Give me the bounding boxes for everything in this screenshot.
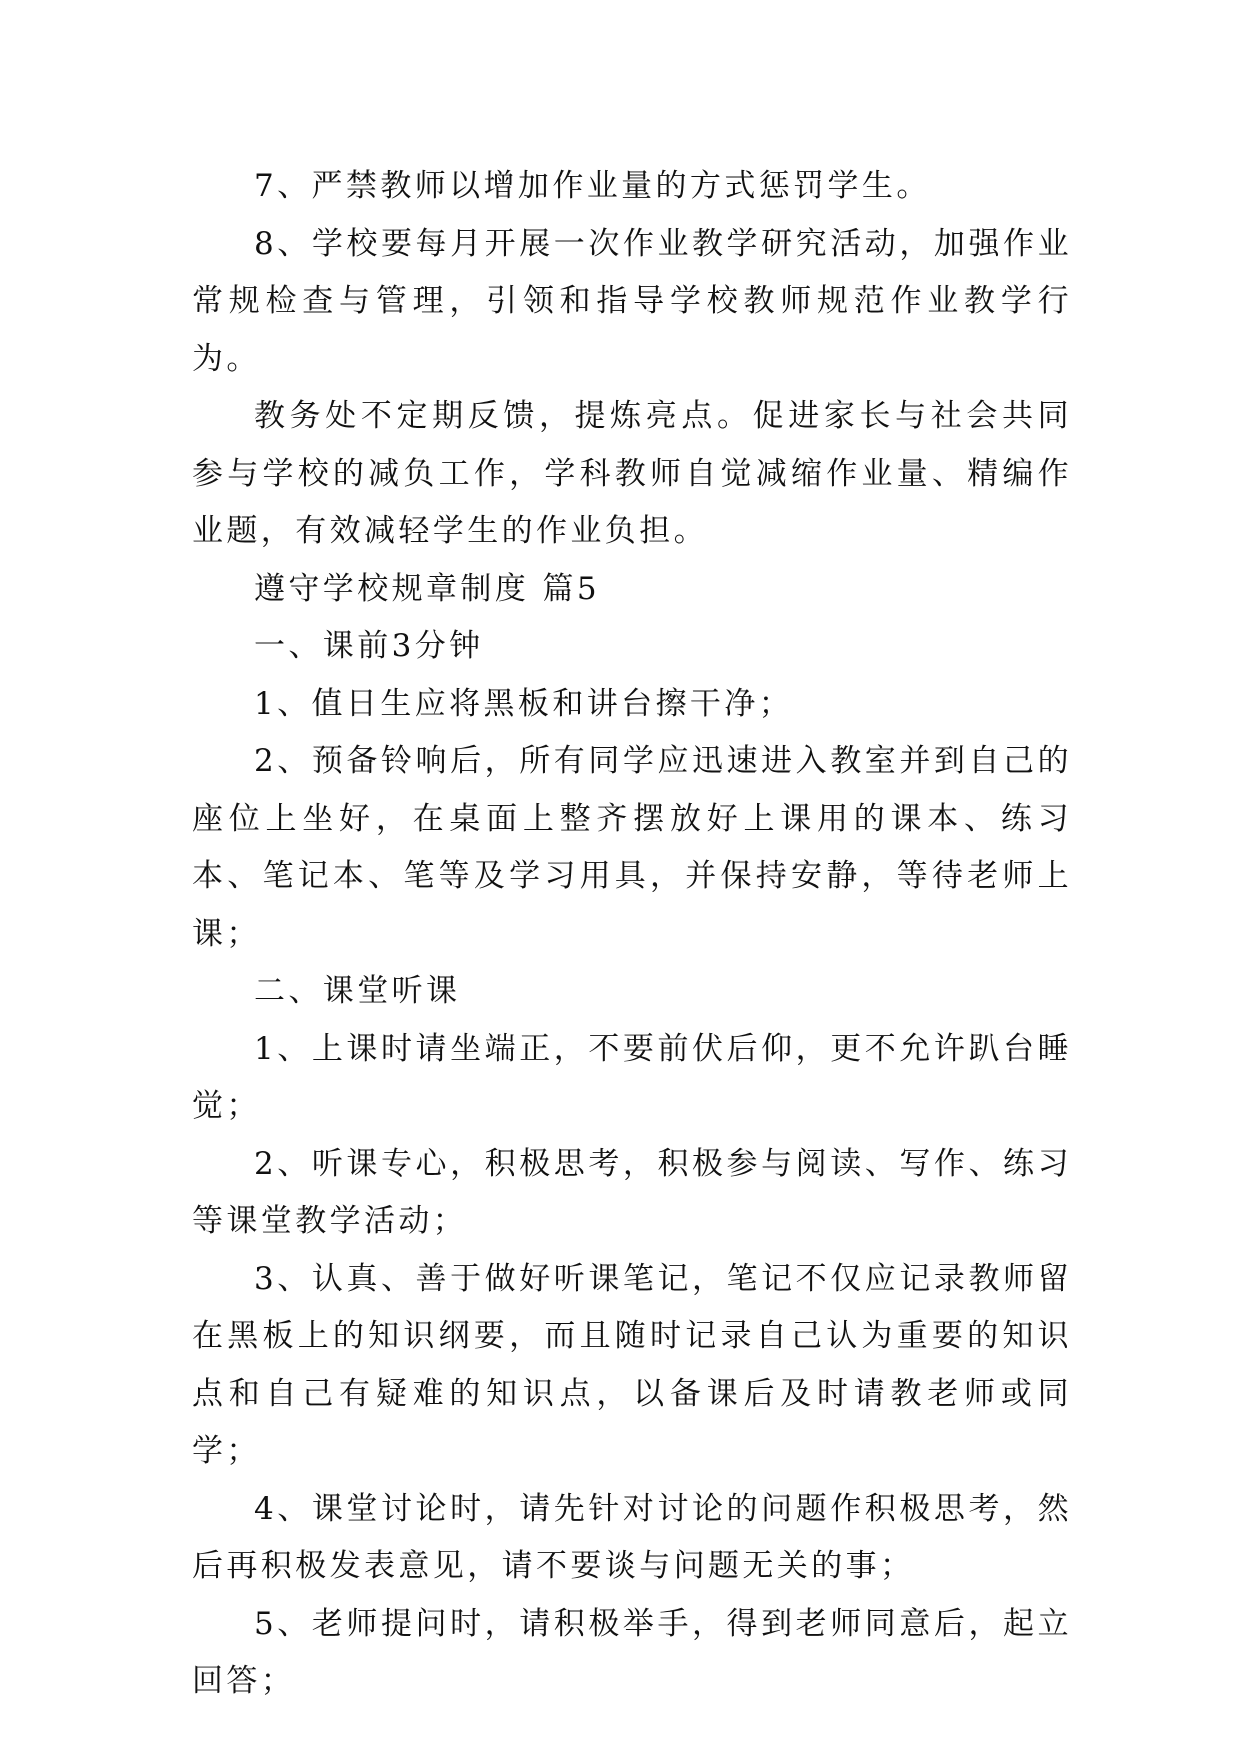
paragraph-preparation-bell: 2、预备铃响后，所有同学应迅速进入教室并到自己的座位上坐好，在桌面上整齐摆放好上课用的课本、练习本、笔记本、笔等及学习用具，并保持安静，等待老师上课； xyxy=(192,743,1072,952)
paragraph-feedback: 教务处不定期反馈，提炼亮点。促进家长与社会共同参与学校的减负工作，学科教师自觉减缩作业量、精编作业题，有效减轻学生的作业负担。 xyxy=(192,398,1072,549)
paragraph-questions: 5、老师提问时，请积极举手，得到老师同意后，起立回答； xyxy=(192,1605,1072,1699)
paragraph-discussion: 4、课堂讨论时，请先针对讨论的问题作积极思考，然后再积极发表意见，请不要谈与问题无关的事； xyxy=(192,1490,1072,1584)
paragraph-duty-student: 1、值日生应将黑板和讲台擦干净； xyxy=(254,685,794,722)
subheading-in-class: 二、课堂听课 xyxy=(254,973,461,1009)
subheading-before-class: 一、课前3分钟 xyxy=(254,628,484,664)
section-heading: 遵守学校规章制度 篇5 xyxy=(254,570,600,607)
paragraph-focus: 2、听课专心，积极思考，积极参与阅读、写作、练习等课堂教学活动； xyxy=(192,1145,1072,1239)
paragraph-rule-7: 7、严禁教师以增加作业量的方式惩罚学生。 xyxy=(254,168,931,204)
paragraph-rule-8: 8、学校要每月开展一次作业教学研究活动，加强作业常规检查与管理，引领和指导学校教师规范作业教学行为。 xyxy=(192,225,1072,377)
document-body xyxy=(192,158,1072,1711)
paragraph-sit-upright: 1、上课时请坐端正，不要前伏后仰，更不允许趴台睡觉； xyxy=(192,1030,1072,1124)
paragraph-notes: 3、认真、善于做好听课笔记，笔记不仅应记录教师留在黑板上的知识纲要，而且随时记录自己认为重要的知识点和自己有疑难的知识点，以备课后及时请教老师或同学； xyxy=(192,1260,1072,1469)
